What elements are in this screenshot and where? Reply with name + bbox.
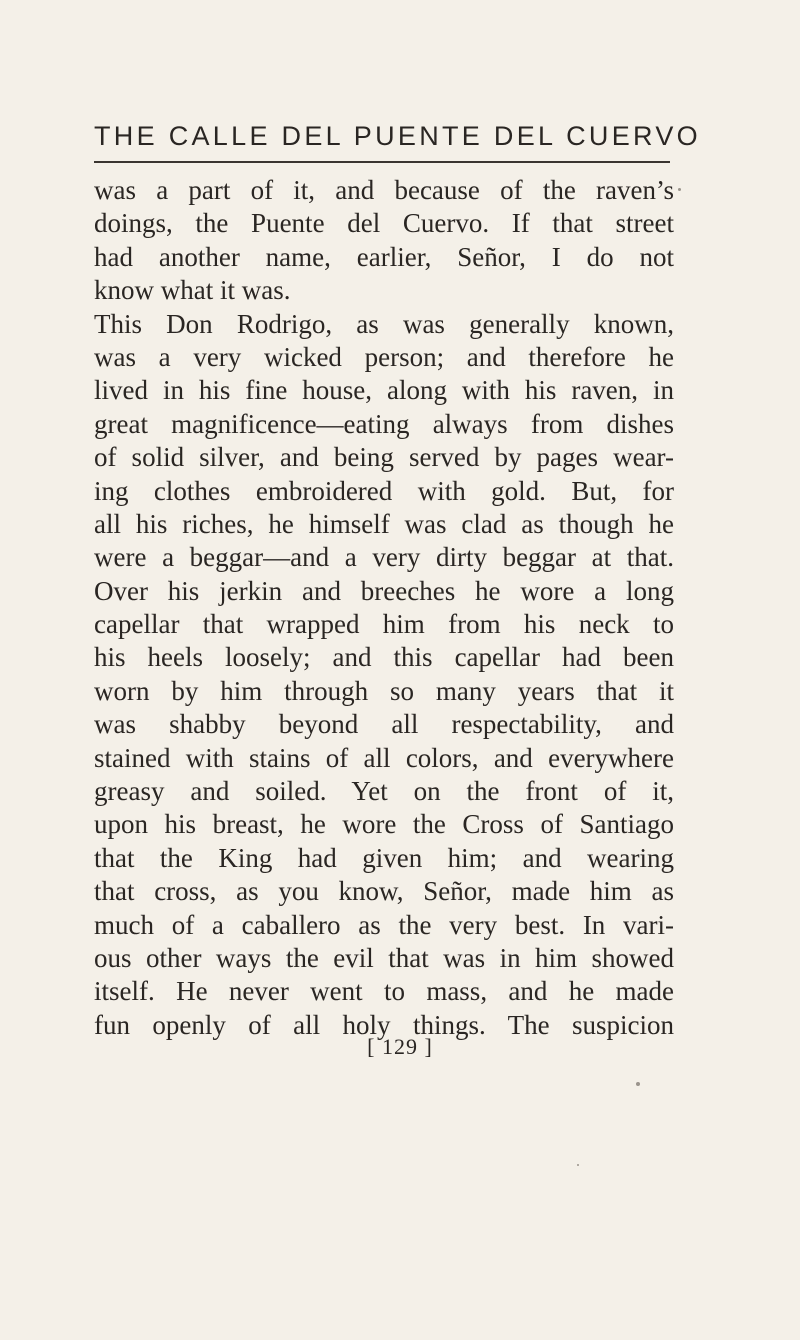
text-line: itself. He never went to mass, and he made — [94, 976, 674, 1007]
text-line: was a very wicked person; and therefore he — [94, 341, 674, 372]
text-line: This Don Rodrigo, as was generally known, — [94, 308, 674, 339]
running-head: THE CALLE DEL PUENTE DEL CUERVO — [94, 121, 701, 151]
paper-speck — [678, 188, 681, 191]
text-line: much of a caballero as the very best. In vari- — [94, 909, 674, 940]
text-line: capellar that wrapped him from his neck to — [94, 609, 674, 640]
paper-speck — [636, 1082, 640, 1086]
text-line: worn by him through so many years that it — [94, 675, 674, 706]
text-line: his heels loosely; and this capellar had been — [94, 642, 674, 673]
text-line: Over his jerkin and breeches he wore a long — [94, 575, 674, 606]
text-line: were a beggar—and a very dirty beggar at that. — [94, 542, 674, 573]
text-line: stained with stains of all colors, and everywhere — [94, 742, 674, 773]
text-line: was shabby beyond all respectability, and — [94, 709, 674, 740]
text-line: was a part of it, and because of the raven’s — [94, 175, 674, 205]
text-line: lived in his fine house, along with his raven, in — [94, 375, 674, 406]
text-line: that cross, as you know, Señor, made him as — [94, 876, 674, 907]
text-line: that the King had given him; and wearing — [94, 842, 674, 873]
text-line: upon his breast, he wore the Cross of Santiago — [94, 809, 674, 840]
body-text — [94, 174, 674, 1042]
paper-speck — [577, 1164, 579, 1166]
text-line: greasy and soiled. Yet on the front of it, — [94, 776, 674, 807]
text-line: had another name, earlier, Señor, I do not — [94, 241, 674, 272]
text-line: great magnificence—eating always from dishes — [94, 408, 674, 439]
text-line: fun openly of all holy things. The suspicion — [94, 1009, 674, 1040]
text-line: doings, the Puente del Cuervo. If that street — [94, 208, 674, 239]
text-line: all his riches, he himself was clad as though he — [94, 508, 674, 539]
text-line: ing clothes embroidered with gold. But, for — [94, 475, 674, 506]
header-rule — [94, 161, 670, 163]
page-number: [ 129 ] — [367, 1034, 433, 1059]
text-line: know what it was. — [94, 275, 291, 306]
text-line: of solid silver, and being served by pages wear- — [94, 442, 674, 473]
text-line: ous other ways the evil that was in him showed — [94, 942, 674, 973]
